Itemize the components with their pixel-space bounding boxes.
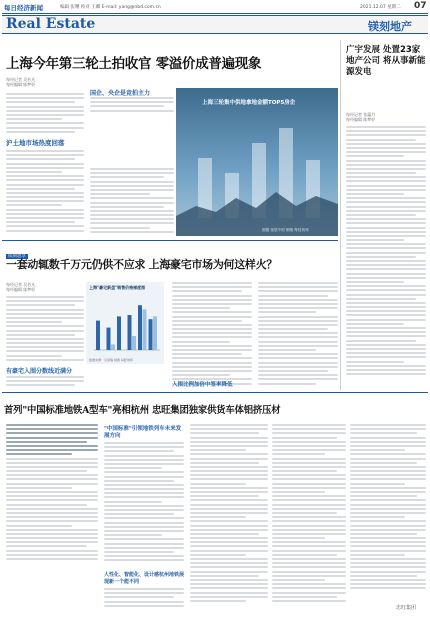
article1-photo-caption: 图据 视觉中国 制图 每经刘邦 (262, 228, 309, 232)
article2-subhead2: 入围比例加倍中签率降低 (172, 382, 233, 388)
chart-bar (107, 328, 111, 350)
chart-bar (128, 315, 132, 350)
bottom-separator (2, 392, 428, 393)
editor-line: 编辑 张曙 校对 王卿 E-mail: yang@nbd.com.cn (60, 5, 161, 10)
article1-subhead-mid: 国企、央企是竞拍主力 (90, 90, 151, 97)
article2-byline-reporter: 每经记者 吴若凡 (6, 282, 36, 287)
side-headline: 广宇发展 处置23家地产公司 将从事新能源发电 (346, 45, 426, 77)
section-title-en: Real Estate (6, 16, 96, 32)
chart-bar (111, 344, 115, 350)
side-body (346, 126, 426, 388)
article2-chart (86, 282, 164, 364)
mid-separator (2, 240, 338, 241)
article2-column4 (258, 282, 338, 388)
byline-reporter: 每经记者 吴若凡 (6, 77, 36, 82)
masthead (0, 0, 430, 14)
article2-chart-svg (86, 292, 164, 362)
article2-chart-caption: 数据来源：克而瑞 制图 每经刘邦 (89, 358, 133, 362)
paper-name: 每日经济新闻 (4, 4, 43, 12)
article1-column1 (6, 93, 84, 135)
article2-byline (6, 282, 35, 292)
article1-byline (6, 77, 35, 87)
chart-bar (132, 336, 136, 350)
article1-headline: 上海今年第三轮土拍收官 零溢价成普遍现象 (6, 56, 262, 72)
article3-lead (6, 424, 98, 592)
byline-editor: 每经编辑 陈梦妤 (6, 82, 36, 87)
chart-bar (138, 305, 142, 350)
masthead-rule (2, 13, 428, 14)
article3-subhead2: 人性化、智能化、设计感杭州地铁展现新一个能不同 (104, 572, 185, 585)
article3-footer-logo: 忠旺集团 (396, 605, 417, 611)
article1-chart-svg (176, 88, 338, 236)
chart-bar (117, 316, 121, 350)
article1-chart-title: 上海三轮集中供地拿地金额TOP5房企 (202, 100, 296, 106)
section-title-cn: 镁刻地产 (368, 20, 412, 33)
side-divider (340, 40, 341, 390)
article1-column1b (6, 150, 84, 232)
article3-subhead: "中国标准"引领地铁列车未来发展方向 (104, 426, 182, 439)
date-line: 2021.12.07 星期二 (360, 5, 401, 10)
article3-headline: 首列"中国标准地铁A型车"亮相杭州 忠旺集团独家供货车体铝挤压材 (4, 405, 281, 416)
article2-byline-editor: 每经编辑 陈梦妤 (6, 287, 36, 292)
chart-bar (96, 321, 100, 350)
article3-column3 (190, 424, 268, 614)
article2-chart-title: 上海"豪宅新盘"销售价格梯度图 (89, 285, 146, 290)
article1-column2-top (90, 97, 174, 115)
article2-column1 (6, 296, 84, 362)
chart-bar (153, 316, 157, 350)
article2-headline: 一套动辄数千万元仍供不应求 上海豪宅市场为何这样火？ (6, 258, 278, 271)
article1-column2 (90, 168, 174, 234)
article2-subhead: 有豪宅入围分数线近满分 (6, 368, 73, 375)
article3-column2b (104, 588, 184, 614)
section-bar (2, 15, 428, 34)
side-byline-editor: 每经编辑 陈梦妤 (346, 117, 376, 122)
article2-column3 (172, 282, 252, 388)
side-byline (346, 112, 375, 122)
side-byline-reporter: 每经记者 张蕴月 (346, 112, 376, 117)
article3-column5 (350, 424, 426, 600)
mid-tag-label: 镁刻思享 (8, 254, 26, 259)
chart-bar (143, 309, 147, 350)
article3-column2 (104, 442, 184, 568)
article2-column1b (6, 376, 84, 388)
article3-column4 (272, 424, 346, 614)
chart-bar (149, 319, 153, 350)
article1-chart-photo (176, 88, 338, 236)
page-number: 07 (414, 1, 427, 11)
article1-subhead-left: 沪土地市场热度回落 (6, 139, 65, 147)
